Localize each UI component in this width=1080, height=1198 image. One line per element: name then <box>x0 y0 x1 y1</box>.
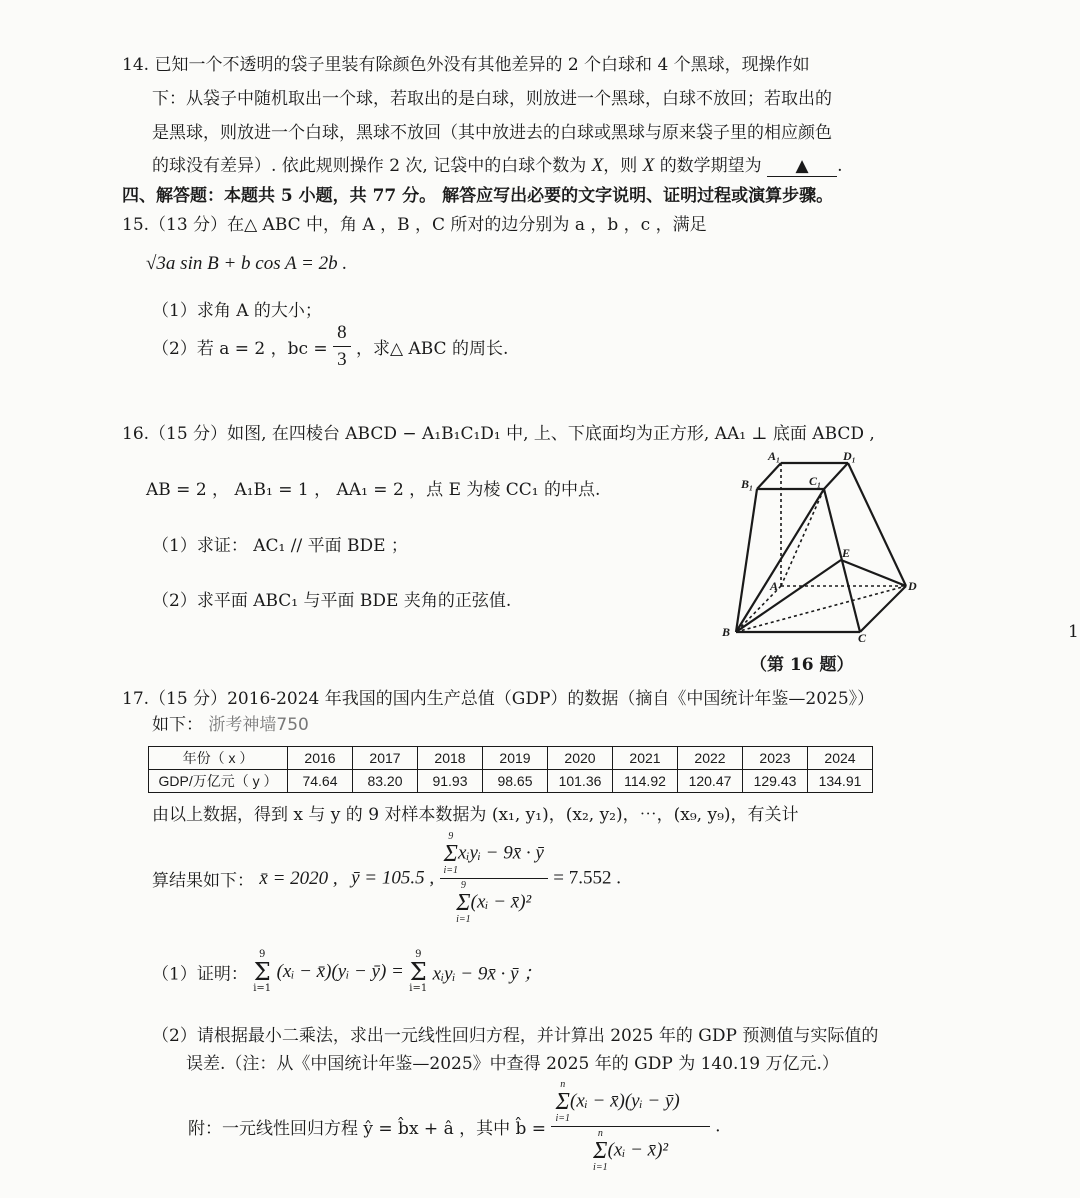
q17-part1 <box>152 950 542 994</box>
q14-line2: 下：从袋子中随机取出一个球，若取出的是白球，则放进一个黑球，白球不放回；若取出的 <box>152 89 832 109</box>
table-cell-gdp: 120.47 <box>678 770 743 793</box>
q14-line3: 是黑球，则放进一个白球，黑球不放回（其中放进去的白球或黑球与原来袋子里的相应颜色 <box>152 123 832 143</box>
q14-line4-post: 的数学期望为 <box>659 156 762 176</box>
q14-line4-mid: ，则 <box>603 156 638 176</box>
q14-line1: 14. 已知一个不透明的袋子里装有除颜色外没有其他差异的 2 个白球和 4 个黑球，现操作如 <box>122 55 810 75</box>
label-b: B <box>722 625 731 639</box>
label-a1: A₁ <box>768 449 781 463</box>
q17-part2-line1: （2）请根据最小二乘法，求出一元线性回归方程，并计算出 2025 年的 GDP 预测值与实际值的 <box>152 1026 879 1046</box>
label-e: E <box>842 546 851 560</box>
q15-equation: √3a sin B + b cos A = 2b . <box>146 253 348 274</box>
sum-symbol: n Σ i=1 <box>555 1079 570 1124</box>
table-cell-gdp: 101.36 <box>548 770 613 793</box>
label-c: C <box>858 631 867 645</box>
q17-appendix <box>188 1080 721 1173</box>
table-cell-gdp: 129.43 <box>743 770 808 793</box>
table-cell-year: 2019 <box>483 747 548 770</box>
sum-lower-limit: i=1 <box>443 865 459 876</box>
table-cell-year: 2018 <box>418 747 483 770</box>
sum-upper-limit: 9 <box>259 949 266 960</box>
table-cell-gdp: 91.93 <box>418 770 483 793</box>
sum-lower-limit: i=1 <box>555 1113 570 1124</box>
q16-line1: 16.（15 分）如图, 在四棱台 ABCD − A₁B₁C₁D₁ 中, 上、下底面均为正方形, AA₁ ⊥ 底面 ABCD , <box>122 424 875 444</box>
xbar-equation: x̄ = 2020 , <box>259 867 338 889</box>
edge-a1b1 <box>757 463 781 489</box>
figure-caption: （第 16 题） <box>750 655 854 675</box>
sum-upper-limit: 9 <box>460 880 466 891</box>
table-cell-gdp: 83.20 <box>353 770 418 793</box>
sum-lower-limit: i=1 <box>456 914 471 925</box>
answer-blank <box>767 156 837 177</box>
side-page-number: 1 <box>1068 622 1079 642</box>
ratio-value: = 7.552 . <box>553 867 621 889</box>
label-d1: D₁ <box>843 449 856 463</box>
edge-bd-hidden <box>736 586 906 632</box>
ratio-fraction <box>440 832 548 925</box>
q17-line2-text: 如下： <box>152 715 203 735</box>
table-cell-gdp: 134.91 <box>808 770 873 793</box>
q16-part1: （1）求证： AC₁ // 平面 BDE ； <box>152 536 408 556</box>
watermark-text: 浙考神墙750 <box>208 715 309 735</box>
appendix-denominator-expr: (xᵢ − x̄)² <box>607 1139 669 1161</box>
sum-symbol: 9 Σ i=1 <box>443 831 459 876</box>
appendix-denominator <box>551 1127 709 1173</box>
q15-part2 <box>152 322 508 371</box>
section4-heading: 四、解答题：本题共 5 小题，共 77 分。 解答应写出必要的文字说明、证明过程或演算步骤。 <box>122 186 834 206</box>
table-header-gdp: GDP/万亿元（ y ） <box>149 770 288 793</box>
q15-fraction <box>333 322 351 371</box>
table-cell-year: 2017 <box>353 747 418 770</box>
edge-be <box>736 560 841 632</box>
edge-ac1-hidden <box>781 489 824 586</box>
table-row-years <box>149 747 873 770</box>
q14-line4 <box>152 151 843 177</box>
table-cell-year: 2024 <box>808 747 873 770</box>
table-cell-year: 2020 <box>548 747 613 770</box>
sum-upper-limit: n <box>560 1079 566 1090</box>
edge-d1c1 <box>824 463 848 489</box>
ybar-equation: ȳ = 105.5 , <box>351 867 435 889</box>
q17-part2-line2: 误差.（注：从《中国统计年鉴—2025》中查得 2025 年的 GDP 为 140.19 万亿元.） <box>186 1054 839 1074</box>
q17-line1: 17.（15 分）2016-2024 年我国的国内生产总值（GDP）的数据（摘自《中国统计年鉴—2025》） <box>122 689 875 709</box>
q14-line4-end: . <box>837 156 843 176</box>
sum-upper-limit: n <box>597 1128 603 1139</box>
triangle-placeholder-icon: ▲ <box>795 156 809 176</box>
table-header-year: 年份（ x ） <box>149 747 288 770</box>
edge-bc1 <box>736 489 824 632</box>
ratio-denominator-expr: (xᵢ − x̄)² <box>470 891 532 913</box>
sum-symbol: 9 Σ i=1 <box>409 949 428 994</box>
table-cell-gdp: 74.64 <box>288 770 353 793</box>
table-row-gdp <box>149 770 873 793</box>
table-cell-year: 2022 <box>678 747 743 770</box>
sum-lower-limit: i=1 <box>253 983 272 994</box>
q16-part2: （2）求平面 ABC₁ 与平面 BDE 夹角的正弦值. <box>152 591 512 611</box>
q17-part1-lhs: (xᵢ − x̄)(yᵢ − ȳ) = <box>276 961 404 982</box>
sum-upper-limit: 9 <box>415 949 422 960</box>
appendix-numerator-expr: (xᵢ − x̄)(yᵢ − ȳ) <box>570 1090 680 1112</box>
q17-line2 <box>152 710 309 735</box>
q14-var-x1: X <box>591 155 604 176</box>
q14-var-x2: X <box>642 155 655 176</box>
frustum-figure <box>722 446 935 646</box>
appendix-numerator <box>551 1080 709 1127</box>
q15-fraction-numerator: 8 <box>333 322 351 347</box>
q14-line4-pre: 的球没有差异）. 依此规则操作 2 次, 记袋中的白球个数为 <box>152 156 587 176</box>
sum-lower-limit: i=1 <box>409 983 428 994</box>
label-b1: B₁ <box>741 477 754 491</box>
q17-part1-rhs: xᵢyᵢ − 9x̄ · ȳ ； <box>432 963 543 985</box>
label-d: D <box>908 579 917 593</box>
appendix-fraction <box>551 1080 709 1173</box>
edge-b1b <box>736 489 757 632</box>
table-cell-gdp: 114.92 <box>613 770 678 793</box>
appendix-end: . <box>715 1116 721 1137</box>
q17-part1-label: （1）证明： <box>152 964 248 985</box>
sum-symbol: 9 Σ i=1 <box>253 949 272 994</box>
gdp-table <box>148 746 873 793</box>
q17-line3: 由以上数据，得到 x 与 y 的 9 对样本数据为 (x₁, y₁)，(x₂, y₂)，⋯，(x₉, y₉)，有关计 <box>152 805 799 825</box>
label-c1: C₁ <box>809 474 822 488</box>
q16-line2: AB = 2 ， A₁B₁ = 1 ， AA₁ = 2 ，点 E 为棱 CC₁ 的中点. <box>146 480 601 500</box>
q17-calc-results <box>152 832 621 925</box>
table-cell-year: 2021 <box>613 747 678 770</box>
q15-part2-post: ，求△ ABC 的周长. <box>356 339 509 359</box>
table-cell-year: 2023 <box>743 747 808 770</box>
edge-d1d <box>848 463 906 586</box>
q15-fraction-denominator: 3 <box>337 349 347 370</box>
sum-upper-limit: 9 <box>448 831 454 842</box>
q15-line1: 15.（13 分）在△ ABC 中，角 A ，B ，C 所对的边分别为 a ，b ，c ，满足 <box>122 215 707 235</box>
sum-lower-limit: i=1 <box>593 1162 608 1173</box>
table-cell-year: 2016 <box>288 747 353 770</box>
table-cell-gdp: 98.65 <box>483 770 548 793</box>
q15-part2-pre: （2）若 a = 2 ，bc = <box>152 339 328 359</box>
sum-symbol: n Σ i=1 <box>593 1128 608 1173</box>
ratio-numerator <box>440 832 548 879</box>
ratio-numerator-expr: xᵢyᵢ − 9x̄ · ȳ <box>458 842 544 864</box>
sum-symbol: 9 Σ i=1 <box>456 880 471 925</box>
q15-part1: （1）求角 A 的大小； <box>152 301 322 321</box>
label-a: A <box>770 579 779 593</box>
ratio-denominator <box>440 879 548 925</box>
appendix-intro: 附：一元线性回归方程 ŷ = b̂x + â ，其中 b̂ = <box>188 1119 547 1139</box>
calc-intro: 算结果如下： <box>152 871 254 891</box>
